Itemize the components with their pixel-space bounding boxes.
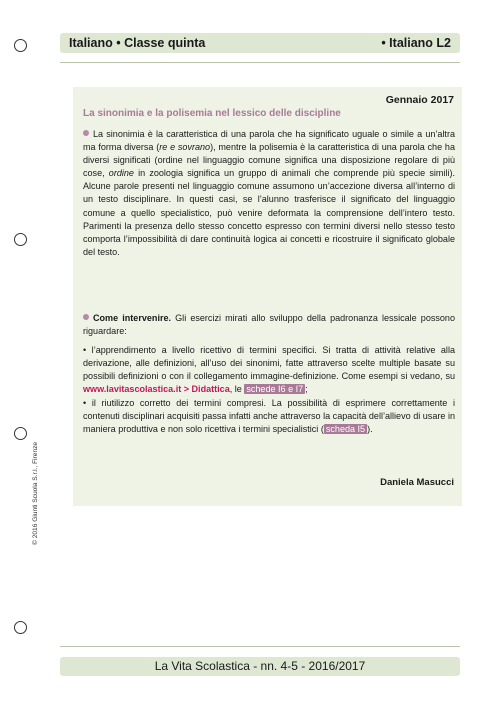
- paragraph-text: La sinonimia è la caratteristica di una parola che ha significato uguale o simile a un’altra ma forma diversa (: [83, 129, 455, 153]
- header-bar: [60, 33, 460, 53]
- article-author: Daniela Masucci: [380, 477, 454, 488]
- worksheet-tag[interactable]: schede I6 e I7: [246, 384, 304, 395]
- binder-hole-1: [14, 39, 27, 52]
- worksheet-tag[interactable]: scheda I5: [325, 424, 366, 435]
- article-date: Gennaio 2017: [385, 94, 454, 106]
- website-link[interactable]: www.lavitascolastica.it > Didattica: [83, 384, 230, 395]
- paragraph-italic: ordine: [108, 168, 134, 179]
- header-rule: [60, 62, 460, 63]
- paragraph-italic: re e sovrano: [159, 142, 211, 153]
- paragraph-point-1: [83, 344, 455, 396]
- bullet-icon: [83, 314, 89, 320]
- article-panel: [73, 87, 462, 506]
- paragraph-text: • l’apprendimento a livello ricettivo di termini specifici. Si tratta di attività relative alla derivazione, alle definizioni, all’uso dei sinonimi, fatte attraverso scelte multiple basate su possibili definizioni o con il collegamento immagine-definizione. Come esempi si vedano, su: [83, 345, 455, 382]
- paragraph-text: in zoologia significa un gruppo di animali che comprende più specie simili). Alcune parole presenti nel linguaggio comune assumono un’accezione diversa all’interno di un testo disciplinare. In questi casi, se l’alunno trasferisce il significato del linguaggio comune a quello specialistico, può venire deformata la comprensione dell’intero testo. Parimenti la presenza dello stesso concetto espresso con termini diversi nello stesso testo comporta l’impossibilità di dare continuità logica ai concetti e ricostruire il significato globale del testo.: [83, 168, 455, 257]
- binder-hole-2: [14, 233, 27, 246]
- paragraph-how-to: [83, 312, 455, 338]
- paragraph-text: Gli esercizi mirati allo sviluppo della padronanza lessicale possono riguardare:: [83, 313, 455, 337]
- paragraph-text: • il riutilizzo corretto dei termini compresi. La possibilità di esprimere correttamente i contenuti disciplinari acquisiti passa infatti anche attraverso la capacità dell’allievo di usare in maniera produttiva e non solo ricettiva i termini specialistici (: [83, 398, 455, 435]
- paragraph-text: ;: [305, 384, 308, 395]
- bullet-icon: [83, 130, 89, 136]
- paragraph-text: ), mentre la polisemia è la caratteristica di una parola che ha diversi significati (ordine nel linguaggio comune significa una disposizione regolare di più cose,: [83, 142, 455, 179]
- paragraph-text: ).: [367, 424, 373, 435]
- binder-hole-4: [14, 621, 27, 634]
- article-title: La sinonimia e la polisemia nel lessico delle discipline: [83, 108, 341, 119]
- paragraph-point-2: [83, 397, 455, 436]
- header-subject: Italiano • Classe quinta: [69, 36, 206, 50]
- footer-bar: La Vita Scolastica - nn. 4-5 - 2016/2017: [60, 657, 460, 676]
- paragraph-definition: [83, 128, 455, 259]
- header-course: • Italiano L2: [381, 36, 451, 50]
- paragraph-text: , le: [229, 384, 245, 395]
- paragraph-lead: Come intervenire.: [93, 313, 172, 323]
- footer-rule: [60, 646, 460, 647]
- copyright-notice: © 2016 Giunti Scuola S.r.l., Firenze: [32, 441, 39, 545]
- binder-hole-3: [14, 427, 27, 440]
